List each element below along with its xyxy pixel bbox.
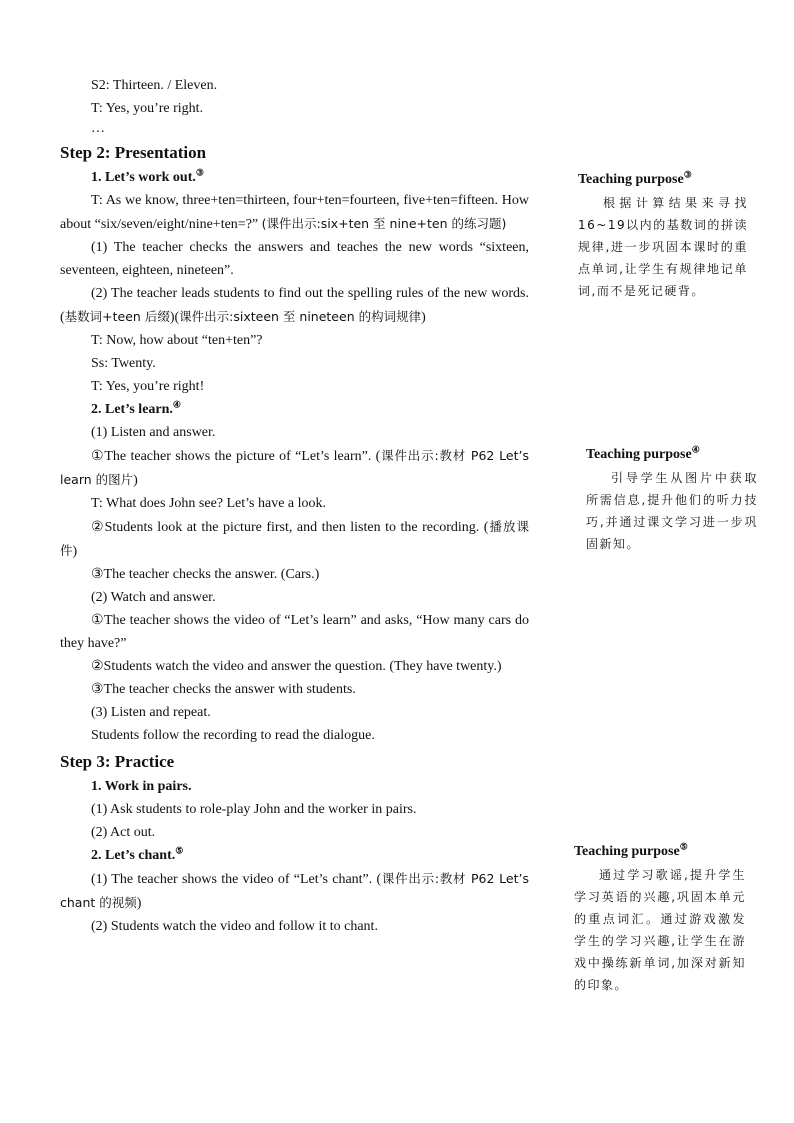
footnote-marker: ④ bbox=[172, 399, 181, 410]
paragraph: ②Students watch the video and answer the question. (They have twenty.) bbox=[91, 659, 502, 674]
section-heading: 1. Let’s work out.③ bbox=[91, 167, 204, 185]
paragraph: (2) Act out. bbox=[91, 825, 156, 840]
footnote-marker: ⑤ bbox=[679, 841, 688, 852]
dialogue-line: T: What does John see? Let’s have a look. bbox=[91, 496, 327, 511]
note-body: 引导学生从图片中获取所需信息,提升他们的听力技巧,并通过课文学习进一步巩固新知。 bbox=[586, 471, 758, 551]
paragraph: (2) Students watch the video and follow it to chant. bbox=[91, 919, 378, 934]
section-heading: 1. Work in pairs. bbox=[91, 779, 192, 794]
step-heading-practice: Step 3: Practice bbox=[60, 752, 175, 771]
section-heading: 2. Let’s learn.④ bbox=[91, 399, 181, 417]
footnote-marker: ③ bbox=[683, 169, 692, 180]
note-body: 根据计算结果来寻找16~19以内的基数词的拼读规律,进一步巩固本课时的重点单词,让学生有规律地记单词,而不是死记硬背。 bbox=[578, 196, 748, 298]
paragraph: ③The teacher checks the answer with students. bbox=[91, 682, 356, 697]
paragraph: Students follow the recording to read the dialogue. bbox=[91, 728, 375, 743]
note-title: Teaching purpose③ bbox=[578, 169, 692, 187]
section-heading: 2. Let’s chant.⑤ bbox=[91, 845, 184, 863]
paragraph: (2) The teacher leads students to find out the spelling rules of the new words. (基数词+teen 后缀)(课件出示:sixteen 至 nineteen 的构词规律) bbox=[60, 286, 529, 325]
ellipsis: … bbox=[91, 121, 105, 136]
dialogue-line: Ss: Twenty. bbox=[91, 356, 156, 371]
paragraph: ③The teacher checks the answer. (Cars.) bbox=[91, 567, 320, 582]
dialogue-line: T: Yes, you’re right! bbox=[91, 379, 205, 394]
dialogue-line: T: Yes, you’re right. bbox=[91, 101, 204, 116]
paragraph: (1) Listen and answer. bbox=[91, 425, 216, 440]
teaching-purpose-note bbox=[574, 842, 746, 996]
lesson-plan-main bbox=[60, 74, 529, 938]
paragraph: (3) Listen and repeat. bbox=[91, 705, 211, 720]
paragraph: (1) The teacher checks the answers and teaches the new words “sixteen, seventeen, eighteen, nineteen”. bbox=[60, 240, 529, 278]
paragraph: ①The teacher shows the picture of “Let’s learn”. (课件出示:教材 P62 Let’s learn 的图片) bbox=[60, 448, 529, 488]
paragraph: ①The teacher shows the video of “Let’s learn” and asks, “How many cars do they have?” bbox=[60, 613, 529, 651]
footnote-marker: ④ bbox=[691, 444, 700, 455]
dialogue-line: S2: Thirteen. / Eleven. bbox=[91, 78, 218, 93]
teaching-purpose-note bbox=[578, 170, 748, 302]
paragraph: ②Students look at the picture first, and then listen to the recording. (播放课件) bbox=[60, 519, 529, 559]
paragraph: (2) Watch and answer. bbox=[91, 590, 216, 605]
dialogue-line: T: Now, how about “ten+ten”? bbox=[91, 333, 263, 348]
footnote-marker: ⑤ bbox=[175, 845, 184, 856]
teaching-purpose-note bbox=[586, 445, 758, 555]
footnote-marker: ③ bbox=[195, 167, 204, 178]
note-title: Teaching purpose⑤ bbox=[574, 841, 688, 859]
step-heading-presentation: Step 2: Presentation bbox=[60, 143, 207, 162]
paragraph: (1) The teacher shows the video of “Let’s chant”. (课件出示:教材 P62 Let’s chant 的视频) bbox=[60, 871, 529, 911]
note-body: 通过学习歌谣,提升学生学习英语的兴趣,巩固本单元的重点词汇。通过游戏激发学生的学习兴趣,让学生在游戏中操练新单词,加深对新知的印象。 bbox=[574, 868, 746, 992]
paragraph: (1) Ask students to role-play John and the worker in pairs. bbox=[91, 802, 417, 817]
note-title: Teaching purpose④ bbox=[586, 444, 700, 462]
paragraph: T: As we know, three+ten=thirteen, four+ten=fourteen, five+ten=fifteen. How about “six/seven/eight/nine+ten=?” (课件出示:six+ten 至 nine+ten 的练习题) bbox=[60, 193, 529, 232]
